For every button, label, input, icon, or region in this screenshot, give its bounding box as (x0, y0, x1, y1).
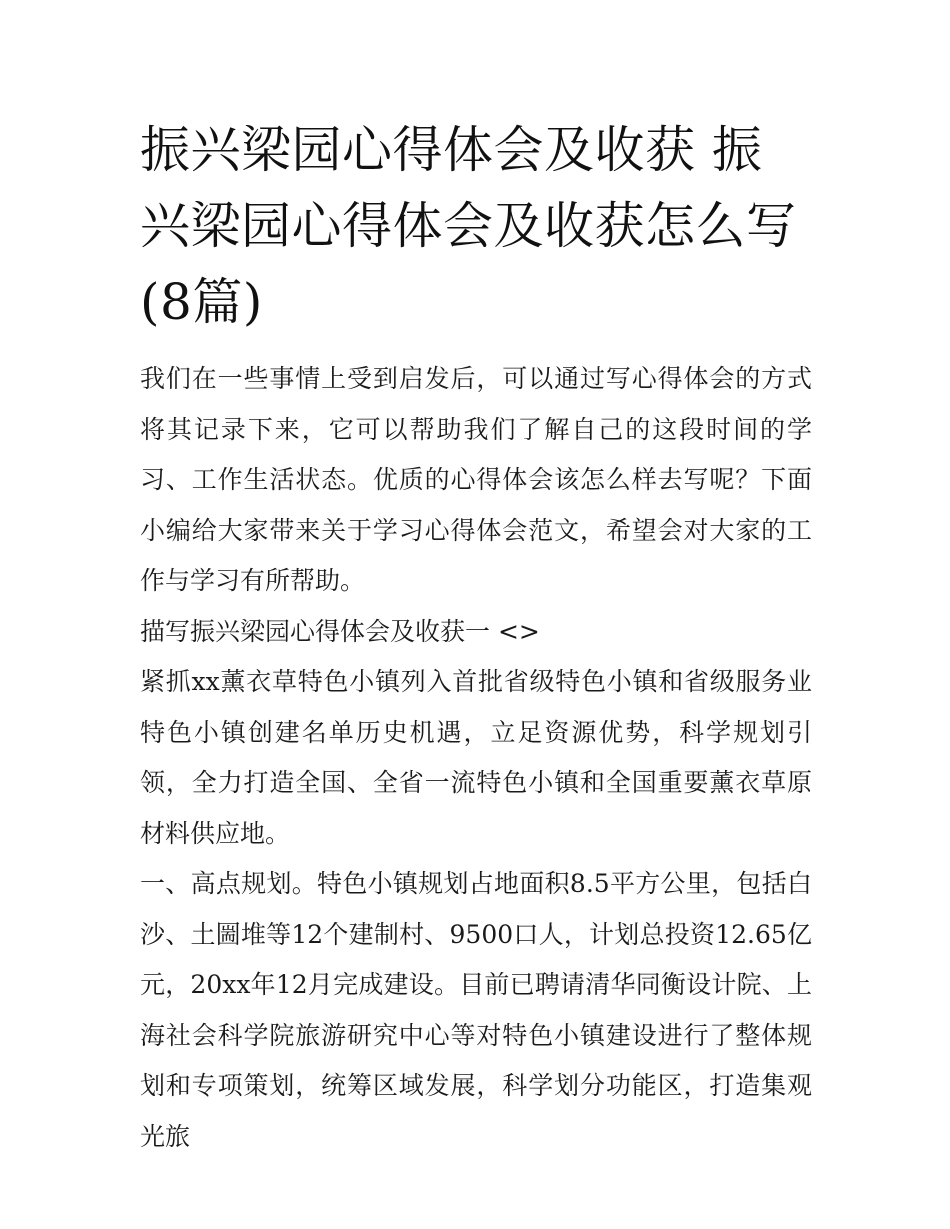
document-body (140, 112, 812, 1162)
document-title: 振兴梁园心得体会及收获 振兴梁园心得体会及收获怎么写(8篇) (140, 121, 797, 331)
intro-paragraph: 我们在一些事情上受到启发后，可以通过写心得体会的方式将其记录下来，它可以帮助我们了解自己的这段时间的学习、工作生活状态。优质的心得体会该怎么样去写呢？下面小编给大家带来关于学习心得体会范文，希望会对大家的工作与学习有所帮助。 (140, 364, 812, 595)
section-heading: 描写振兴梁园心得体会及收获一 <> (140, 616, 540, 646)
body-paragraph: 紧抓xx薰衣草特色小镇列入首批省级特色小镇和省级服务业特色小镇创建名单历史机遇，立足资源优势，科学规划引领，全力打造全国、全省一流特色小镇和全国重要薰衣草原材料供应地。 (140, 667, 812, 848)
body-paragraph: 一、高点规划。特色小镇规划占地面积8.5平方公里，包括白沙、土圌堆等12个建制村、9500口人，计划总投资12.65亿元，20xx年12月完成建设。目前已聘请清华同衡设计院、上海社会科学院旅游研究中心等对特色小镇建设进行了整体规划和专项策划，统筹区域发展，科学划分功能区，打造集观光旅 (140, 869, 812, 1151)
